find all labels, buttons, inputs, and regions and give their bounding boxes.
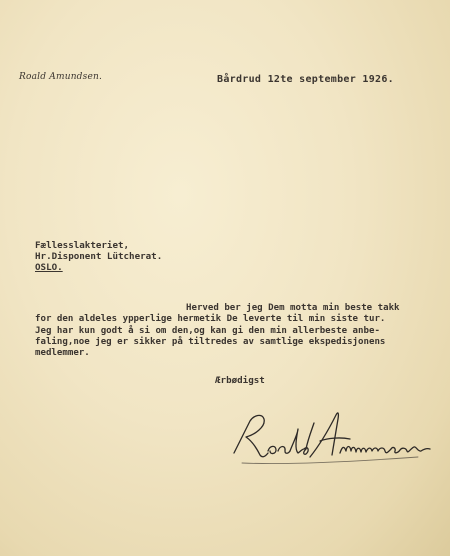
body-line-1: Herved ber jeg Dem motta min beste takk [186, 303, 400, 313]
letterhead-sender: Roald Amundsen. [19, 72, 103, 82]
letter-body [35, 303, 439, 359]
date-line: Bårdrud 12te september 1926. [217, 74, 394, 85]
body-line-5: medlemmer. [35, 348, 90, 359]
recipient-address [35, 240, 162, 273]
address-line-city: OSLO. [35, 262, 63, 273]
handwritten-signature [228, 405, 438, 475]
address-line-company: Fællesslakteriet, [35, 240, 130, 251]
body-line-4: faling,noe jeg er sikker på tiltredes av samtlige ekspedisjonens [35, 336, 386, 347]
body-line-3: Jeg har kun godt å si om den,og kan gi den min allerbeste anbe- [35, 325, 380, 336]
body-line-2: for den aldeles ypperlige hermetik De leverte til min siste tur. [35, 314, 386, 325]
closing-salutation: Ærbødigst [215, 375, 265, 386]
address-line-person: Hr.Disponent Lütcherat. [35, 251, 163, 262]
